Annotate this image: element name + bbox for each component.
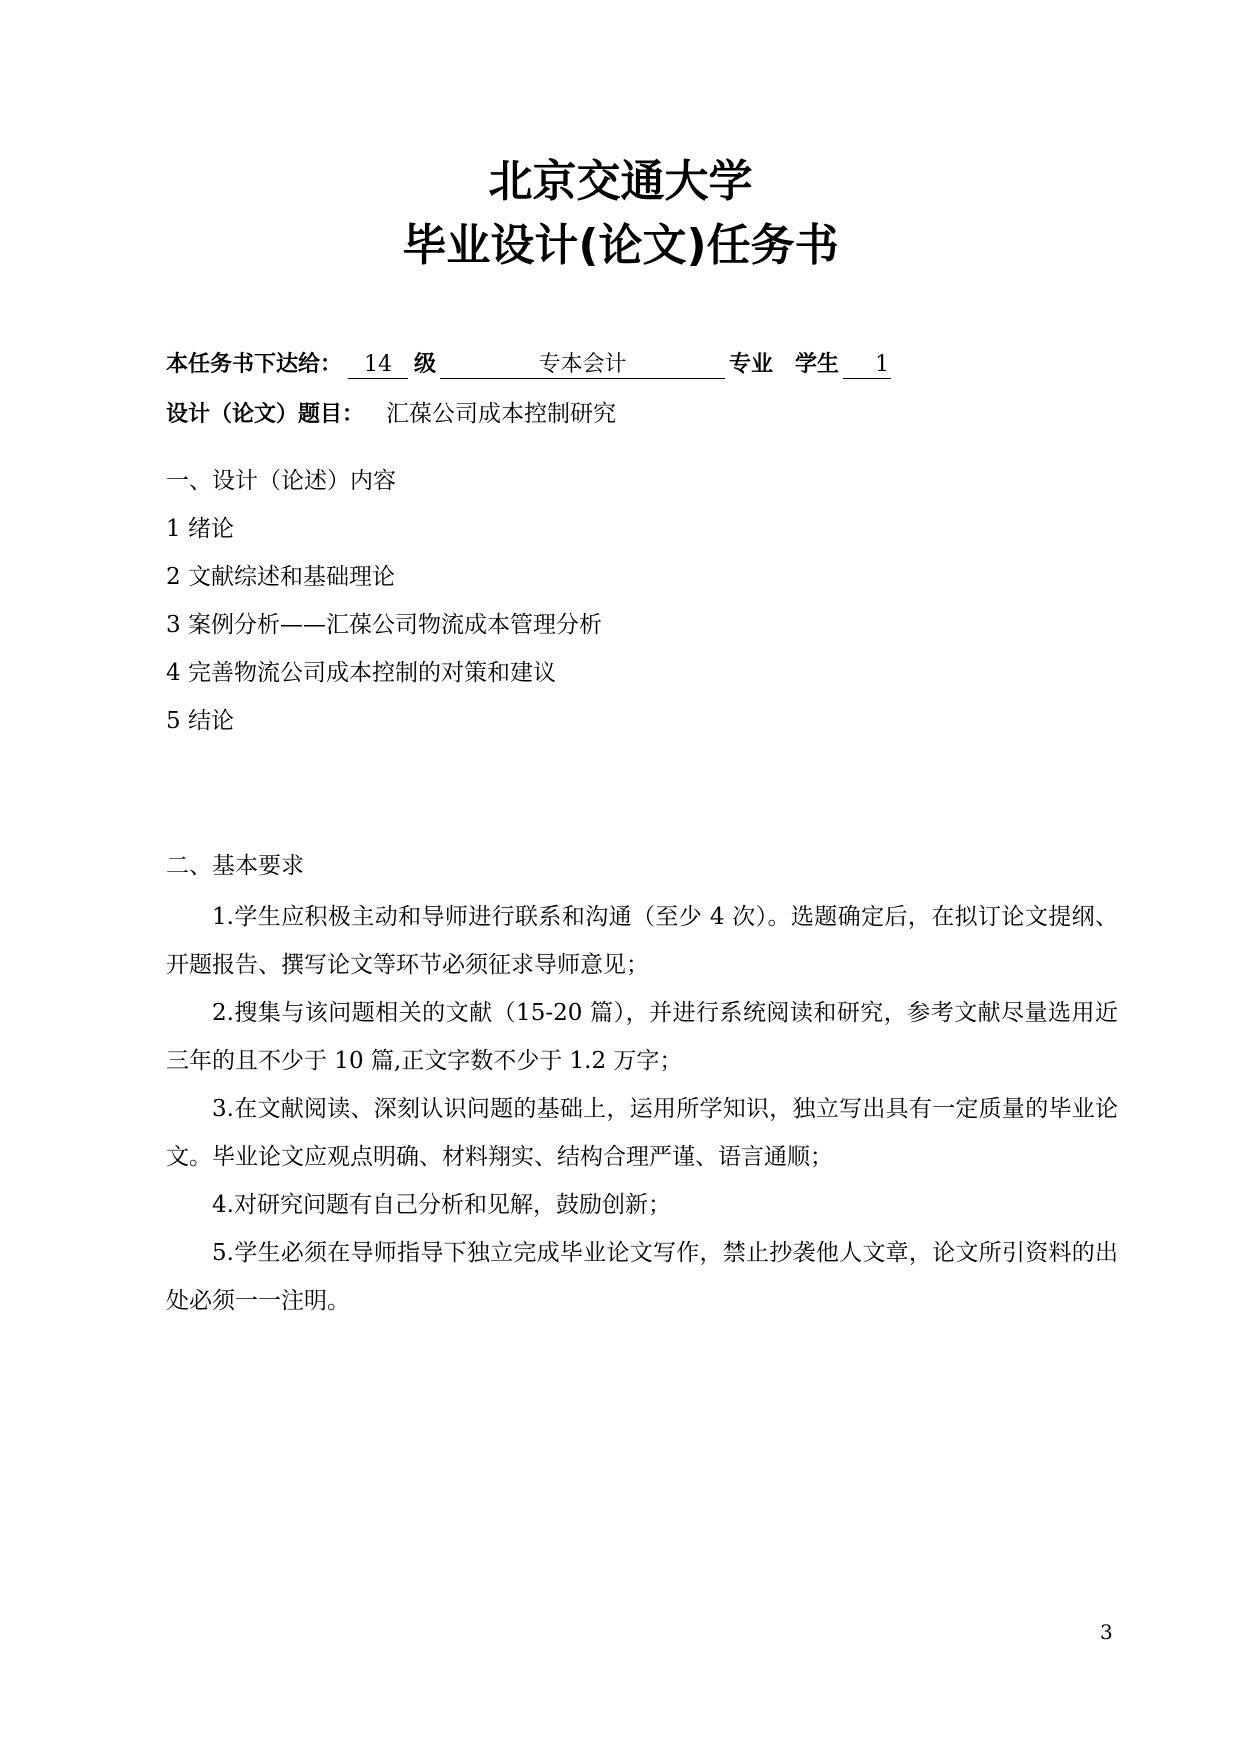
university-title: 北京交通大学 (488, 156, 753, 207)
major-unit: 专业 (729, 352, 774, 377)
content-item: 4 完善物流公司成本控制的对策和建议 (166, 660, 556, 686)
assignment-label: 本任务书下达给： (166, 352, 343, 377)
requirement-item: 1.学生应积极主动和导师进行联系和沟通（至少 4 次）。选题确定后，在拟订论文提纲、开题报告、撰写论文等环节必须征求导师意见； (166, 904, 1118, 978)
section2-heading: 二、基本要求 (166, 853, 304, 879)
requirement-item: 4.对研究问题有自己分析和见解，鼓励创新； (212, 1192, 671, 1218)
document-title: 毕业设计(论文)任务书 (402, 220, 839, 271)
grade-unit: 级 (414, 352, 437, 377)
requirement-item: 3.在文献阅读、深刻认识问题的基础上，运用所学知识，独立写出具有一定质量的毕业论文。毕业论文应观点明确、材料翔实、结构合理严谨、语言通顺； (166, 1096, 1118, 1170)
topic-label: 设计（论文）题目： (166, 402, 365, 427)
content-item: 3 案例分析——汇葆公司物流成本管理分析 (166, 612, 602, 638)
grade-field: 14 (348, 354, 408, 379)
topic-line (166, 403, 616, 426)
section1-heading: 一、设计（论述）内容 (166, 468, 396, 494)
major-field: 专本会计 (440, 354, 725, 379)
page-number: 3 (1100, 1620, 1113, 1644)
content-item: 2 文献综述和基础理论 (166, 564, 395, 590)
assignment-line (166, 354, 891, 379)
student-field: 1 (843, 354, 891, 379)
content-item: 1 绪论 (166, 516, 234, 542)
requirement-item: 2.搜集与该问题相关的文献（15-20 篇），并进行系统阅读和研究，参考文献尽量选用近三年的且不少于 10 篇,正文字数不少于 1.2 万字； (166, 1000, 1118, 1074)
content-item: 5 结论 (166, 708, 234, 734)
requirement-item: 5.学生必须在导师指导下独立完成毕业论文写作，禁止抄袭他人文章，论文所引资料的出处必须一一注明。 (166, 1240, 1118, 1314)
topic-value: 汇葆公司成本控制研究 (386, 401, 617, 427)
student-label: 学生 (795, 352, 840, 377)
